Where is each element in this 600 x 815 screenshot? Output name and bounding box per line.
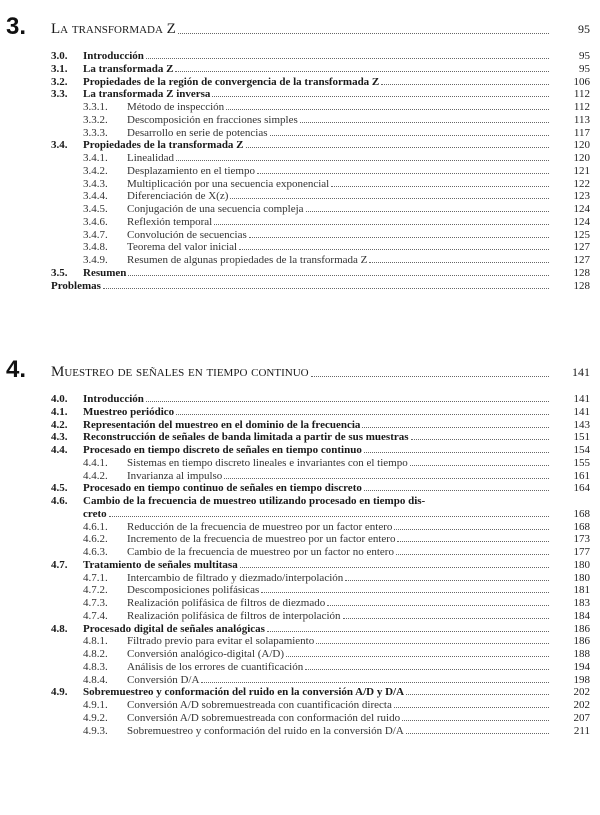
section-title: Intercambio de filtrado y diezmado/interpolación	[127, 571, 344, 584]
page-number: 121	[573, 164, 590, 177]
section-title: Reducción de la frecuencia de muestreo por un factor entero	[127, 520, 393, 533]
entry-line	[83, 559, 552, 571]
entry-line	[83, 482, 552, 494]
entry-line	[127, 674, 552, 686]
section-number: 4.4.2.	[83, 469, 108, 482]
toc-entry[interactable]	[0, 572, 600, 584]
section-title: Representación del muestreo en el dominio de la frecuencia	[83, 418, 361, 431]
section-title: Sobremuestreo y conformación del ruido en la conversión D/A	[127, 724, 404, 737]
page-number: 122	[573, 177, 590, 190]
section-number: 4.7.3.	[83, 597, 108, 609]
toc-entry[interactable]	[0, 419, 600, 431]
entry-line	[127, 470, 552, 482]
toc-entry[interactable]	[0, 165, 600, 177]
section-number: 3.3.	[51, 88, 68, 101]
toc-entry[interactable]	[0, 584, 600, 596]
toc-entry[interactable]	[0, 712, 600, 724]
page-number: 211	[573, 724, 590, 737]
entry-line	[127, 101, 552, 113]
entry-line	[127, 178, 552, 190]
leader-dots	[410, 465, 549, 466]
toc-entry[interactable]	[0, 76, 600, 88]
section-title: Resumen	[83, 266, 127, 279]
section-number: 4.6.3.	[83, 546, 108, 558]
leader-dots	[239, 249, 549, 250]
leader-dots	[246, 147, 549, 148]
section-number: 4.8.4.	[83, 673, 108, 686]
entry-line	[83, 63, 552, 75]
leader-dots	[402, 720, 549, 721]
section-number: 3.4.6.	[83, 215, 108, 228]
toc-entry[interactable]	[0, 444, 600, 456]
section-number: 4.2.	[51, 418, 68, 431]
entry-line	[83, 431, 552, 443]
page-number: 128	[573, 266, 590, 279]
toc-entry[interactable]	[0, 393, 600, 405]
section-number: 4.8.1.	[83, 635, 108, 648]
section-title: Problemas	[51, 279, 101, 292]
section-number: 3.0.	[51, 50, 68, 62]
leader-dots	[316, 643, 549, 644]
section-title: La transformada Z	[83, 62, 174, 75]
section-number: 4.6.1.	[83, 520, 108, 533]
page-number: 106	[573, 75, 590, 88]
toc-entry[interactable]	[0, 533, 600, 545]
leader-dots	[286, 656, 549, 657]
chapter-title-line	[51, 363, 552, 381]
toc-entry[interactable]	[0, 661, 600, 673]
leader-dots	[230, 198, 549, 199]
section-number: 4.6.	[51, 495, 68, 507]
section-number: 4.9.1.	[83, 699, 108, 711]
leader-dots	[270, 135, 550, 136]
section-number: 3.3.2.	[83, 113, 108, 126]
leader-dots	[267, 631, 549, 632]
section-title: Desplazamiento en el tiempo	[127, 164, 255, 177]
toc-entry[interactable]	[0, 521, 600, 533]
leader-dots	[306, 211, 549, 212]
entry-line	[127, 699, 552, 711]
chapter-number: 3.	[6, 13, 27, 40]
section-title: Filtrado previo para evitar el solapamiento	[127, 635, 315, 648]
section-title: Descomposición en fracciones simples	[127, 113, 298, 126]
entry-line	[83, 419, 552, 431]
section-number: 3.4.1.	[83, 152, 108, 164]
entry-line	[83, 444, 552, 456]
section-title: Conjugación de una secuencia compleja	[127, 203, 304, 215]
leader-dots	[406, 694, 549, 695]
page-number: 141	[573, 393, 590, 405]
toc-entry[interactable]	[0, 635, 600, 647]
toc-entry[interactable]	[0, 648, 600, 660]
leader-dots	[257, 173, 549, 174]
page-number: 186	[573, 622, 590, 635]
entry-line	[83, 623, 552, 635]
section-number: 3.4.3.	[83, 177, 108, 190]
entry-line	[127, 546, 552, 558]
section-title: Conversión D/A	[127, 673, 200, 686]
page-number: 207	[573, 711, 590, 724]
section-number: 4.4.1.	[83, 456, 108, 469]
entry-line	[127, 190, 552, 202]
section-number: 3.4.2.	[83, 164, 108, 177]
leader-dots	[128, 275, 549, 276]
section-title: Invarianza al impulso	[127, 469, 223, 482]
leader-dots	[362, 427, 549, 428]
leader-dots	[146, 58, 549, 59]
toc-entry[interactable]	[0, 559, 600, 571]
chapter-title-line	[51, 20, 552, 38]
page-number: 95	[579, 62, 590, 75]
page-number: 124	[573, 215, 590, 228]
toc-entry[interactable]	[0, 203, 600, 215]
toc-entry[interactable]	[0, 495, 600, 507]
toc-entry[interactable]	[0, 101, 600, 113]
page-number: 180	[573, 558, 590, 571]
entry-line	[83, 406, 552, 418]
page-number: 127	[573, 254, 590, 266]
page-number: 124	[573, 203, 590, 215]
page-number: 168	[573, 520, 590, 533]
leader-dots	[394, 707, 549, 708]
section-title: Reconstrucción de señales de banda limitada a partir de sus muestras	[83, 431, 409, 444]
toc-entry[interactable]	[0, 88, 600, 100]
toc-entry[interactable]	[0, 457, 600, 469]
leader-dots	[109, 516, 549, 517]
leader-dots	[224, 478, 549, 479]
toc-entry[interactable]	[0, 267, 600, 279]
toc-entry[interactable]	[0, 623, 600, 635]
section-title: Sobremuestreo y conformación del ruido en la conversión A/D y D/A	[83, 686, 405, 699]
section-title: Muestreo periódico	[83, 405, 175, 418]
toc-entry[interactable]	[0, 241, 600, 253]
entry-line	[127, 114, 552, 126]
entry-line	[83, 393, 552, 405]
entry-line	[127, 635, 552, 647]
toc-entry[interactable]	[0, 254, 600, 266]
toc-entry[interactable]	[0, 114, 600, 126]
leader-dots	[396, 554, 549, 555]
section-number: 3.1.	[51, 62, 68, 75]
toc-entry[interactable]	[0, 431, 600, 443]
leader-dots	[311, 376, 549, 377]
toc-entry[interactable]	[0, 152, 600, 164]
leader-dots	[345, 580, 549, 581]
chapter-title: La transformada Z	[51, 21, 176, 37]
entry-line	[83, 508, 552, 520]
leader-dots	[406, 733, 549, 734]
section-number: 3.3.1.	[83, 101, 108, 113]
entry-line	[127, 254, 552, 266]
section-number: 4.8.	[51, 622, 68, 635]
leader-dots	[176, 160, 549, 161]
section-title: Sistemas en tiempo discreto lineales e invariantes con el tiempo	[127, 456, 408, 469]
section-number: 4.4.	[51, 444, 68, 456]
section-number: 4.1.	[51, 405, 68, 418]
leader-dots	[411, 439, 549, 440]
toc-entry[interactable]	[0, 50, 600, 62]
entry-line	[127, 203, 552, 215]
toc-entry[interactable]	[0, 699, 600, 711]
entry-line	[127, 584, 552, 596]
page-number: 154	[573, 444, 590, 456]
section-title: Propiedades de la transformada Z	[83, 139, 244, 152]
section-number: 3.4.9.	[83, 254, 108, 266]
toc-entry[interactable]	[0, 610, 600, 622]
section-title: Cambio de la frecuencia de muestreo utilizando procesado en tiempo dis-	[83, 495, 426, 507]
page-number: 188	[573, 648, 590, 660]
leader-dots	[178, 33, 549, 34]
section-title: Procesado en tiempo discreto de señales en tiempo continuo	[83, 444, 362, 456]
section-title: Diferenciación de X(z)	[127, 190, 229, 203]
leader-dots	[261, 592, 549, 593]
leader-dots	[327, 605, 549, 606]
section-title: Linealidad	[127, 152, 175, 164]
section-title: Realización polifásica de filtros de interpolación	[127, 609, 341, 622]
leader-dots	[300, 122, 549, 123]
entry-line	[127, 457, 552, 469]
chapter-page-number: 141	[572, 365, 590, 379]
leader-dots	[397, 541, 549, 542]
section-title: Propiedades de la región de convergencia de la transformada Z	[83, 75, 380, 88]
section-number: 4.7.	[51, 558, 68, 571]
leader-dots	[240, 567, 549, 568]
page-number: 161	[573, 469, 590, 482]
section-title: Tratamiento de señales multitasa	[83, 558, 238, 571]
toc-entry[interactable]	[0, 229, 600, 241]
page-number: 194	[573, 660, 590, 673]
entry-line	[51, 280, 552, 292]
page-number: 123	[573, 190, 590, 203]
section-title: Análisis de los errores de cuantificación	[127, 660, 304, 673]
toc-entry[interactable]	[0, 280, 600, 292]
page-number: 128	[573, 279, 590, 292]
section-number: 4.6.2.	[83, 533, 108, 546]
leader-dots	[103, 288, 549, 289]
leader-dots	[331, 186, 549, 187]
chapter-heading[interactable]	[0, 357, 600, 383]
chapter-page-number: 95	[578, 22, 590, 36]
entry-line	[127, 229, 552, 241]
toc-entry[interactable]	[0, 127, 600, 139]
entry-line	[83, 50, 552, 62]
section-title: Método de inspección	[127, 101, 225, 113]
leader-dots	[364, 490, 549, 491]
leader-dots	[146, 401, 549, 402]
toc-entry[interactable]	[0, 482, 600, 494]
page-number: 113	[573, 113, 590, 126]
page-number: 198	[573, 673, 590, 686]
entry-line	[83, 267, 552, 279]
section-number: 4.5.	[51, 482, 68, 495]
section-number: 3.4.4.	[83, 190, 108, 203]
section-title: Teorema del valor inicial	[127, 241, 238, 254]
entry-line	[83, 139, 552, 151]
section-number: 4.8.3.	[83, 660, 108, 673]
page-number: 184	[573, 609, 590, 622]
toc-entry[interactable]	[0, 63, 600, 75]
section-title: Introducción	[83, 393, 144, 405]
toc-entry[interactable]	[0, 470, 600, 482]
toc-entry[interactable]	[0, 178, 600, 190]
section-title: creto	[83, 507, 107, 520]
leader-dots	[369, 262, 549, 263]
section-number: 4.7.4.	[83, 609, 108, 622]
section-title: Conversión A/D sobremuestreada con cuantificación directa	[127, 699, 392, 711]
chapter-title: Muestreo de señales en tiempo continuo	[51, 364, 309, 380]
entry-line	[127, 533, 552, 545]
entry-line	[127, 610, 552, 622]
leader-dots	[212, 96, 549, 97]
page-number: 177	[573, 546, 590, 558]
section-number: 4.3.	[51, 431, 68, 444]
section-number: 4.9.3.	[83, 724, 108, 737]
entry-line	[127, 725, 552, 737]
entry-line	[127, 661, 552, 673]
section-number: 4.7.2.	[83, 584, 108, 597]
page-number: 141	[573, 405, 590, 418]
leader-dots	[364, 452, 549, 453]
toc-entry[interactable]	[0, 190, 600, 202]
section-title: Multiplicación por una secuencia exponencial	[127, 177, 330, 190]
page-number: 95	[579, 50, 590, 62]
section-title: La transformada Z inversa	[83, 88, 211, 101]
section-title: Realización polifásica de filtros de diezmado	[127, 597, 326, 609]
entry-line	[127, 648, 552, 660]
section-number: 3.4.7.	[83, 228, 108, 241]
page-number: 120	[573, 152, 590, 164]
entry-line	[127, 572, 552, 584]
toc-entry[interactable]	[0, 686, 600, 698]
section-title: Procesado en tiempo continuo de señales en tiempo discreto	[83, 482, 362, 495]
page-number: 155	[573, 456, 590, 469]
toc-entry[interactable]	[0, 597, 600, 609]
page-number: 125	[573, 228, 590, 241]
section-number: 4.9.2.	[83, 711, 108, 724]
page-number: 202	[573, 686, 590, 699]
section-title: Resumen de algunas propiedades de la transformada Z	[127, 254, 368, 266]
section-number: 3.4.	[51, 139, 68, 152]
section-number: 4.8.2.	[83, 648, 108, 660]
section-number: 4.0.	[51, 393, 68, 405]
page-number: 120	[573, 139, 590, 152]
toc-entry[interactable]	[0, 139, 600, 151]
section-number: 3.3.3.	[83, 126, 108, 139]
page-number: 181	[573, 584, 590, 597]
page-number: 180	[573, 571, 590, 584]
page-number: 151	[573, 431, 590, 444]
chapter-number: 4.	[6, 356, 27, 383]
leader-dots	[214, 224, 549, 225]
leader-dots	[343, 618, 549, 619]
entry-line	[127, 597, 552, 609]
toc-entry[interactable]	[0, 725, 600, 737]
toc-entry[interactable]	[0, 406, 600, 418]
section-title: Descomposiciones polifásicas	[127, 584, 260, 597]
entry-line	[83, 495, 552, 507]
leader-dots	[201, 682, 549, 683]
page-number: 173	[573, 533, 590, 546]
section-number: 4.9.	[51, 686, 68, 699]
section-number: 3.4.5.	[83, 203, 108, 215]
leader-dots	[175, 71, 549, 72]
leader-dots	[305, 669, 549, 670]
leader-dots	[381, 84, 549, 85]
section-number: 3.4.8.	[83, 241, 108, 254]
entry-line	[127, 152, 552, 164]
toc-entry[interactable]	[0, 674, 600, 686]
toc-entry[interactable]	[0, 508, 600, 520]
entry-line	[127, 165, 552, 177]
section-title: Desarrollo en serie de potencias	[127, 126, 268, 139]
page-number: 202	[573, 699, 590, 711]
page-number: 127	[573, 241, 590, 254]
section-title: Conversión A/D sobremuestreada con conformación del ruido	[127, 711, 401, 724]
section-title: Incremento de la frecuencia de muestreo por un factor entero	[127, 533, 396, 546]
toc-entry[interactable]	[0, 546, 600, 558]
entry-line	[83, 76, 552, 88]
entry-line	[127, 216, 552, 228]
page-number: 112	[573, 101, 590, 113]
section-title: Conversión analógico-digital (A/D)	[127, 648, 285, 660]
page-number: 186	[573, 635, 590, 648]
entry-line	[127, 241, 552, 253]
section-title: Convolución de secuencias	[127, 228, 247, 241]
section-title: Procesado digital de señales analógicas	[83, 622, 265, 635]
section-title: Introducción	[83, 50, 144, 62]
page-number: 168	[573, 507, 590, 520]
leader-dots	[394, 529, 549, 530]
section-number: 3.2.	[51, 75, 68, 88]
leader-dots	[249, 237, 549, 238]
entry-line	[83, 686, 552, 698]
page-number: 183	[573, 597, 590, 609]
page-number: 117	[573, 126, 590, 139]
leader-dots	[226, 109, 549, 110]
leader-dots	[176, 414, 549, 415]
chapter-heading[interactable]	[0, 14, 600, 40]
page-number: 143	[573, 418, 590, 431]
section-number: 4.7.1.	[83, 571, 108, 584]
entry-line	[127, 521, 552, 533]
toc-entry[interactable]	[0, 216, 600, 228]
entry-line	[127, 127, 552, 139]
section-title: Cambio de la frecuencia de muestreo por un factor no entero	[127, 546, 394, 558]
page-number: 112	[573, 88, 590, 101]
section-title: Reflexión temporal	[127, 215, 213, 228]
section-number: 3.5.	[51, 266, 68, 279]
page-number: 164	[573, 482, 590, 495]
entry-line	[127, 712, 552, 724]
entry-line	[83, 88, 552, 100]
